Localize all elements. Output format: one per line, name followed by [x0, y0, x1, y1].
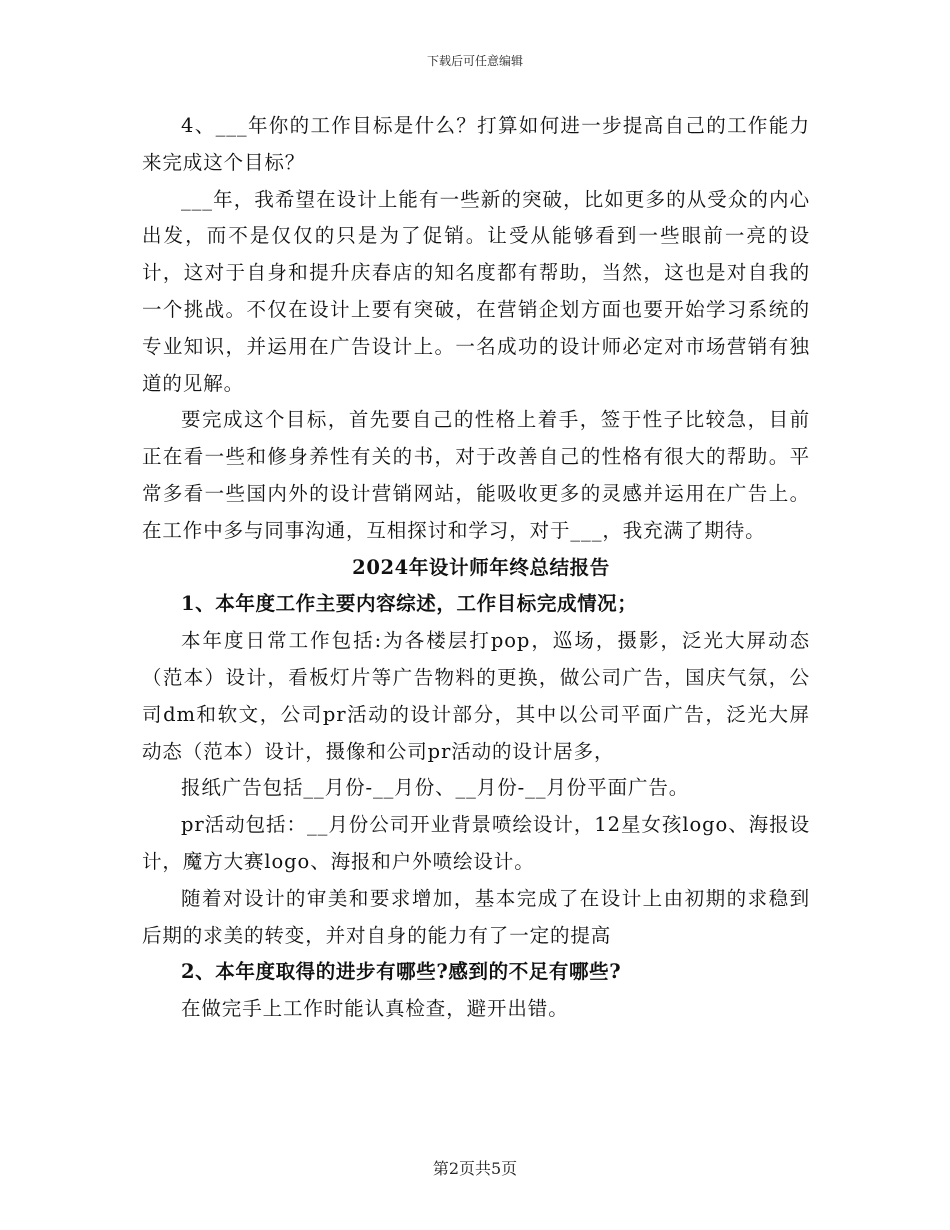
- section-1-heading: 1、本年度工作主要内容综述，工作目标完成情况；: [181, 592, 638, 616]
- page-footer: 第2页共5页: [432, 1159, 518, 1178]
- newspaper-ads-paragraph: 报纸广告包括__月份-__月份、__月份-__月份平面广告。: [181, 776, 690, 800]
- plan-paragraph: 要完成这个目标，首先要自己的性格上着手，签于性子比较急，目前正在看一些和修身养性有关的书，对于改善自己的性格有很大的帮助。平常多看一些国内外的设计营销网站，能吸收更多的灵感并运用在广告上。在工作中多与同事沟通，互相探讨和学习，对于___，我充满了期待。: [142, 408, 810, 542]
- section-2-heading: 2、本年度取得的进步有哪些?感到的不足有哪些?: [181, 960, 622, 984]
- report-title: 2024年设计师年终总结报告: [352, 555, 610, 579]
- document-body: [142, 108, 810, 1028]
- page-header: 下载后可任意编辑: [426, 54, 523, 68]
- question-4: 4、___年你的工作目标是什么？打算如何进一步提高自己的工作能力来完成这个目标？: [142, 114, 810, 174]
- daily-work-paragraph: 本年度日常工作包括:为各楼层打pop，巡场，摄影，泛光大屏动态（范本）设计，看板灯片等广告物料的更换，做公司广告，国庆气氛，公司dm和软文，公司pr活动的设计部分，其中以公司平面广告，泛光大屏动态（范本）设计，摄像和公司pr活动的设计居多，: [142, 629, 810, 763]
- goal-paragraph: ___年，我希望在设计上能有一些新的突破，比如更多的从受众的内心出发，而不是仅仅的只是为了促销。让受从能够看到一些眼前一亮的设计，这对于自身和提升庆春店的知名度都有帮助，当然，这也是对自我的一个挑战。不仅在设计上要有突破，在营销企划方面也要开始学习系统的专业知识，并运用在广告设计上。一名成功的设计师必定对市场营销有独道的见解。: [142, 187, 810, 395]
- pr-activities-paragraph: pr活动包括：__月份公司开业背景喷绘设计，12星女孩logo、海报设计，魔方大赛logo、海报和户外喷绘设计。: [142, 813, 810, 873]
- progress-paragraph: 在做完手上工作时能认真检查，避开出错。: [181, 997, 569, 1021]
- improvement-paragraph: 随着对设计的审美和要求增加，基本完成了在设计上由初期的求稳到后期的求美的转变，并对自身的能力有了一定的提高: [142, 886, 810, 947]
